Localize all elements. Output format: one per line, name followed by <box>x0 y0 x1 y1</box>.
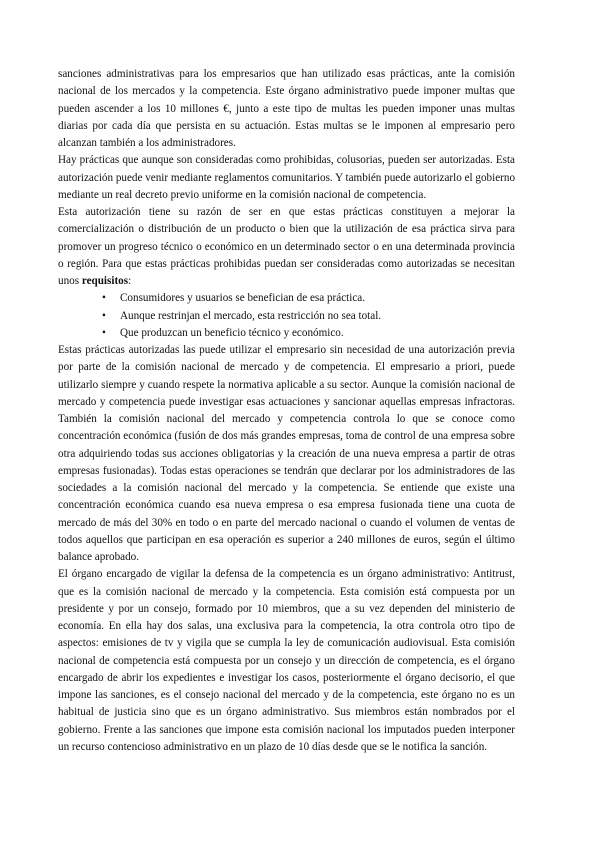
authorization-reason-colon: : <box>128 275 132 287</box>
authorization-reason-text: Esta autorización tiene su razón de ser en que estas prácticas constituyen a mejorar la comercialización o distribución de un producto o bien que la utilización de esa práctica sirva para promover un progreso técnico o económico en un determinado sector o en una determinada provincia o región. Para que estas prácticas prohibidas puedan ser consideradas como autorizadas se necesitan unos <box>58 206 515 287</box>
requirement-text: Consumidores y usuarios se benefician de esa práctica. <box>120 292 366 305</box>
requirement-text: Que produzcan un beneficio técnico y económico. <box>120 326 344 339</box>
bullet-icon: • <box>102 326 106 339</box>
document-page <box>58 66 515 756</box>
list-item <box>58 308 515 325</box>
paragraph-sanctions: sanciones administrativas para los empresarios que han utilizado esas prácticas, ante la comisión nacional de los mercados y la competencia. Este órgano administrativo puede imponer multas que pueden ascender a los 10 millones €, junto a este tipo de multas les pueden imponer unas multas diarias por cada día que persista en su actuación. Estas multas se le imponen al empresario pero alcanzan también a los administradores. <box>58 68 515 149</box>
requirement-text: Aunque restrinjan el mercado, esta restricción no sea total. <box>120 309 382 322</box>
paragraph-authorization-reason <box>58 204 515 290</box>
requirements-list <box>58 290 515 342</box>
requirements-keyword: requisitos <box>81 275 129 287</box>
paragraph-authorized-practices: Hay prácticas que aunque son consideradas como prohibidas, colusorias, pueden ser autorizadas. Esta autorización puede venir mediante reglamentos comunitarios. Y también puede autorizarlo el gobierno mediante un real decreto previo uniforme en la comisión nacional de competencia. <box>58 154 516 201</box>
list-item <box>58 325 515 342</box>
bullet-icon: • <box>102 292 106 305</box>
paragraph-competition-authority: El órgano encargado de vigilar la defensa de la competencia es un órgano administrativo: Antitrust, que es la comisión nacional de mercado y la competencia. Esta comisión está compuesta por un presidente y por un consejo, formado por 10 miembros, que a su vez dependen del ministerio de economía. En ella hay dos salas, una exclusiva para la competencia, la otra controla otro tipo de aspectos: emisiones de tv y vigila que se cumpla la ley de comunicación audiovisual. Esta comisión nacional de competencia está compuesta por un consejo y un dirección de competencia, es el órgano encargado de abrir los expedientes e investigar los casos, posteriormente el órgano decisorio, el que impone las sanciones, es el consejo nacional del mercado y de la competencia, este órgano no es un habitual de justicia sino que es un órgano administrativo. Sus miembros están nombrados por el gobierno. Frente a las sanciones que impone esta comisión nacional los imputados pueden interponer un recurso contencioso administrativo en un plazo de 10 días desde que se le notifica la sanción. <box>58 568 515 753</box>
list-item <box>58 290 515 307</box>
paragraph-economic-concentration: Estas prácticas autorizadas las puede utilizar el empresario sin necesidad de una autorización previa por parte de la comisión nacional de mercado y de competencia. El empresario a priori, puede utilizarlo siempre y cuando respete la normativa aplicable a su sector. Aunque la comisión nacional de mercado y competencia puede investigar esas actuaciones y sancionar aquellas empresas infractoras. También la comisión nacional del mercado y competencia controla lo que se conoce como concentración económica (fusión de dos más grandes empresas, toma de control de una empresa sobre otra adquiriendo todas sus acciones obligatorias y la creación de una nueva empresa a partir de otras empresas fusionadas). Todas estas operaciones se tendrán que declarar por los administradores de las sociedades a la comisión nacional del mercado y la competencia. Se entiende que existe una concentración económica cuando esa nueva empresa o esa empresa fusionada tiene una cuota de mercado de más del 30% en todo o en parte del mercado nacional o cuando el volumen de ventas de todos aquellos que participan en esa operación es superior a 240 millones de euros, según el último balance aprobado. <box>58 344 515 563</box>
bullet-icon: • <box>102 309 106 322</box>
